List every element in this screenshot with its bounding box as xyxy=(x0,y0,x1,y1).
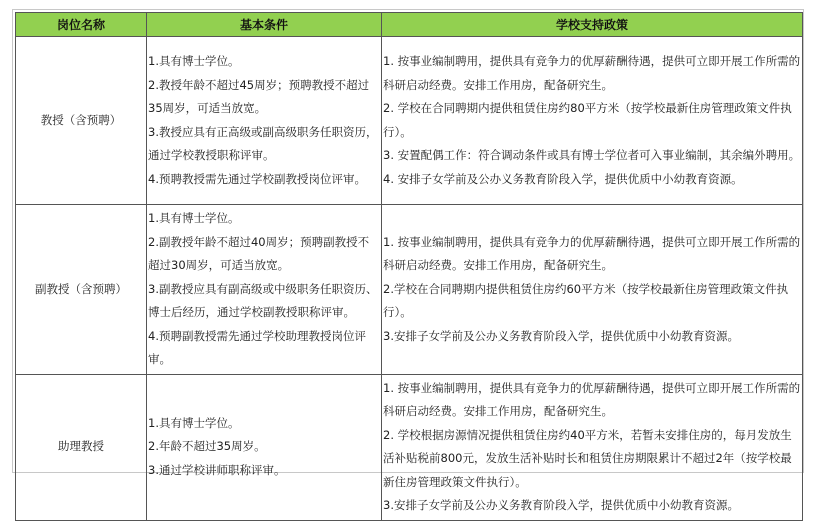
policies-cell xyxy=(382,205,803,375)
table-row xyxy=(16,37,803,205)
condition-item: 1.具有博士学位。 xyxy=(148,211,240,225)
position-name: 助理教授 xyxy=(16,374,147,520)
condition-item: 3.教授应具有正高级或副高级职务任职资历，通过学校教授职称评审。 xyxy=(148,124,378,162)
policy-item: 2.学校在合同聘期内提供租赁住房约60平方米（按学校最新住房管理政策文件执行）。 xyxy=(383,281,789,319)
header-position: 岗位名称 xyxy=(16,13,147,37)
condition-item: 2.副教授年龄不超过40周岁；预聘副教授不超过30周岁，可适当放宽。 xyxy=(148,234,370,272)
condition-item: 1.具有博士学位。 xyxy=(148,415,240,430)
header-row xyxy=(16,13,803,37)
condition-item: 4.预聘副教授需先通过学校助理教授岗位评审。 xyxy=(148,328,366,366)
policies-cell xyxy=(382,374,803,520)
header-conditions: 基本条件 xyxy=(147,13,382,37)
conditions-cell xyxy=(147,205,382,375)
condition-item: 3.通过学校讲师职称评审。 xyxy=(148,462,286,477)
recruitment-table xyxy=(15,12,803,521)
policy-item: 2. 学校根据房源情况提供租赁住房约40平方米，若暂未安排住房的，每月发放生活补贴税前800元，发放生活补贴时长和租赁住房期限累计不超过2年（按学校最新住房管理政策文件执行）。 xyxy=(383,427,792,489)
policy-item: 1. 按事业编制聘用，提供具有竞争力的优厚薪酬待遇，提供可立即开展工作所需的科研启动经费。安排工作用房，配备研究生。 xyxy=(383,54,801,92)
condition-item: 2.年龄不超过35周岁。 xyxy=(148,439,266,454)
condition-item: 2.教授年龄不超过45周岁；预聘教授不超过35周岁，可适当放宽。 xyxy=(148,77,370,115)
policies-cell xyxy=(382,37,803,205)
policy-item: 3. 安置配偶工作：符合调动条件或具有博士学位者可入事业编制，其余编外聘用。 xyxy=(383,148,801,162)
policy-item: 1. 按事业编制聘用，提供具有竞争力的优厚薪酬待遇，提供可立即开展工作所需的科研启动经费。安排工作用房，配备研究生。 xyxy=(383,380,801,418)
condition-item: 1.具有博士学位。 xyxy=(148,54,240,68)
header-policies: 学校支持政策 xyxy=(382,13,803,37)
policy-item: 2. 学校在合同聘期内提供租赁住房约80平方米（按学校最新住房管理政策文件执行）。 xyxy=(383,101,792,139)
table-row xyxy=(16,374,803,520)
conditions-cell xyxy=(147,374,382,520)
condition-item: 3.副教授应具有副高级或中级职务任职资历、博士后经历，通过学校副教授职称评审。 xyxy=(148,281,378,319)
policy-item: 3.安排子女学前及公办义务教育阶段入学，提供优质中小幼教育资源。 xyxy=(383,498,739,512)
position-name: 教授（含预聘） xyxy=(16,37,147,205)
policy-item: 4. 安排子女学前及公办义务教育阶段入学，提供优质中小幼教育资源。 xyxy=(383,171,743,186)
conditions-cell xyxy=(147,37,382,205)
policy-item: 3.安排子女学前及公办义务教育阶段入学，提供优质中小幼教育资源。 xyxy=(383,328,739,343)
condition-item: 4.预聘教授需先通过学校副教授岗位评审。 xyxy=(148,171,366,186)
policy-item: 1. 按事业编制聘用，提供具有竞争力的优厚薪酬待遇，提供可立即开展工作所需的科研启动经费。安排工作用房，配备研究生。 xyxy=(383,234,801,272)
position-name: 副教授（含预聘） xyxy=(16,205,147,375)
table-row xyxy=(16,205,803,375)
